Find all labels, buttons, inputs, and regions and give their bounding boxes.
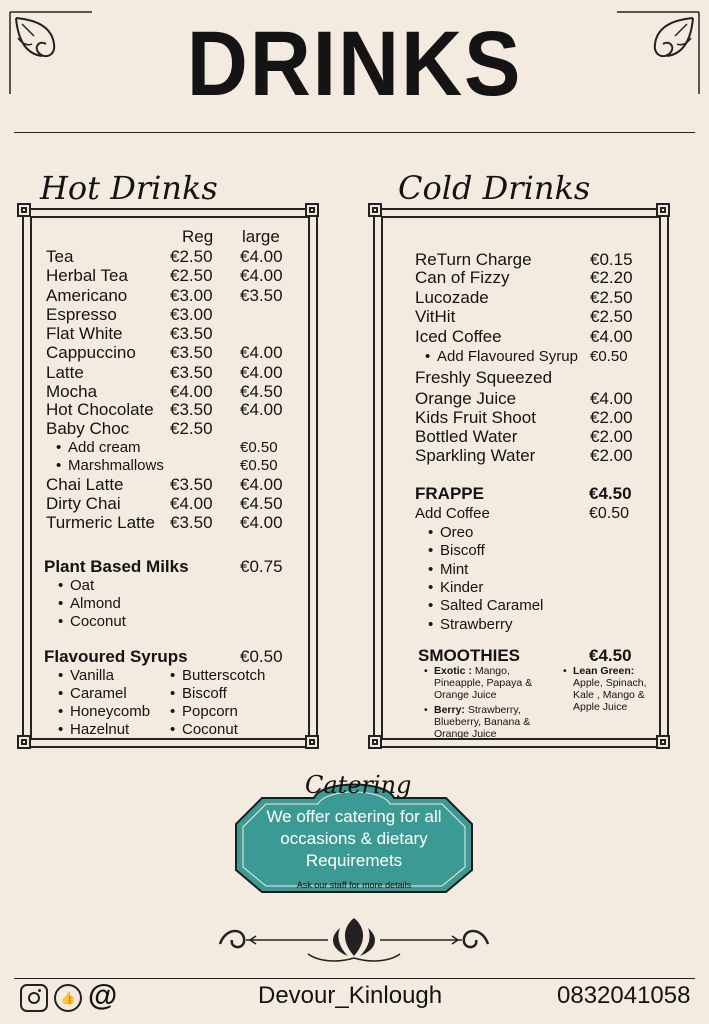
item-name: Herbal Tea (46, 266, 128, 285)
item-price-large: €4.00 (240, 513, 283, 532)
flourish-ornament (216, 914, 492, 972)
instagram-icon[interactable] (20, 984, 48, 1012)
item-name: Can of Fizzy (415, 268, 510, 287)
item-name: VitHit (415, 307, 456, 326)
item-price-large: €3.50 (240, 286, 283, 305)
item-name: Flat White (46, 324, 123, 343)
item-name: Chai Latte (46, 475, 124, 494)
item-name: ReTurn Charge (415, 250, 532, 269)
item-name: Sparkling Water (415, 446, 536, 465)
smoothie-exotic: • Exotic : Mango, Pineapple, Papaya & Orange Juice (424, 665, 533, 701)
item-price-large: €4.00 (240, 247, 283, 266)
frame-corner (305, 203, 319, 217)
item-price-large: €4.50 (240, 382, 283, 401)
item-price: €4.00 (590, 389, 633, 408)
item-name: Lucozade (415, 288, 489, 307)
item-price-reg: €3.50 (170, 324, 213, 343)
item-name: Cappuccino (46, 343, 136, 362)
item-name: Espresso (46, 305, 117, 324)
item-name: • Add Flavoured Syrup (437, 347, 578, 366)
frappe-heading: FRAPPE (415, 484, 484, 503)
flavour-name: • Mint (440, 560, 468, 579)
smoothies-heading: SMOOTHIES (418, 646, 521, 665)
email-at-icon[interactable]: @ (88, 979, 118, 1012)
item-price-reg: €2.50 (170, 419, 213, 438)
option-name: • Almond (70, 594, 121, 613)
corner-ornament-right (615, 10, 701, 96)
corner-ornament-left (8, 10, 94, 96)
item-price-large: €4.50 (240, 494, 283, 513)
option-name: • Caramel (70, 684, 127, 703)
syrups-price: €0.50 (240, 647, 283, 666)
option-name: • Popcorn (182, 702, 238, 721)
frame-corner (368, 203, 382, 217)
item-name: Kids Fruit Shoot (415, 408, 536, 427)
item-name: • Marshmallows (68, 456, 164, 475)
option-name: • Coconut (182, 720, 238, 739)
item-name: Dirty Chai (46, 494, 121, 513)
item-price-reg: €3.00 (170, 286, 213, 305)
item-price-reg: €4.00 (170, 494, 213, 513)
catering-message: We offer catering for all occasions & dietary Requiremets (266, 807, 442, 870)
phone-number: 0832041058 (557, 982, 691, 1009)
frappe-add-coffee: Add Coffee (415, 505, 490, 522)
frappe-add-coffee-price: €0.50 (589, 505, 630, 522)
option-name: • Oat (70, 576, 94, 595)
smoothies-price: €4.50 (589, 646, 632, 665)
option-name: • Coconut (70, 612, 126, 631)
catering-note: Ask our staff for more details (296, 880, 412, 890)
item-name: Baby Choc (46, 419, 130, 438)
item-price-reg: €3.50 (170, 513, 213, 532)
title-divider (14, 132, 695, 133)
option-name: • Honeycomb (70, 702, 150, 721)
flavour-name: • Oreo (440, 523, 473, 542)
item-name: • Add cream (68, 438, 141, 457)
item-name: Orange Juice (415, 389, 517, 408)
frame-corner (17, 203, 31, 217)
option-name: • Vanilla (70, 666, 114, 685)
plant-milks-heading: Plant Based Milks (44, 557, 189, 576)
frame-corner (656, 735, 670, 749)
item-price: €2.00 (590, 408, 633, 427)
item-price-reg: €3.00 (170, 305, 213, 324)
col-large-header: large (242, 227, 280, 246)
flavour-name: • Biscoff (440, 541, 485, 560)
smoothie-berry: • Berry: Strawberry, Blueberry, Banana & Orange Juice (424, 704, 531, 740)
item-price-large: €4.00 (240, 475, 283, 494)
item-price-large: €4.00 (240, 343, 283, 362)
item-name: Freshly Squeezed (415, 368, 553, 387)
item-name: Latte (46, 363, 84, 382)
item-price-large: €4.00 (240, 363, 283, 382)
facebook-like-icon[interactable]: 👍 (54, 984, 82, 1012)
item-name: Mocha (46, 382, 98, 401)
item-name: Americano (46, 286, 128, 305)
item-price-reg: €3.50 (170, 363, 213, 382)
col-reg-header: Reg (182, 227, 214, 246)
item-price: €0.50 (590, 348, 628, 365)
item-name: Iced Coffee (415, 327, 502, 346)
item-name: Tea (46, 247, 74, 266)
item-price-large: €0.50 (240, 439, 278, 456)
item-price: €2.20 (590, 268, 633, 287)
page-title: DRINKS (186, 13, 523, 115)
item-price: €2.50 (590, 307, 633, 326)
item-name: Hot Chocolate (46, 400, 154, 419)
plant-milks-price: €0.75 (240, 557, 283, 576)
item-price-reg: €2.50 (170, 266, 213, 285)
item-price-reg: €2.50 (170, 247, 213, 266)
frame-corner (656, 203, 670, 217)
flavour-name: • Kinder (440, 578, 483, 597)
frame-corner (305, 735, 319, 749)
frappe-price: €4.50 (589, 484, 632, 503)
item-price-large: €4.00 (240, 266, 283, 285)
option-name: • Biscoff (182, 684, 227, 703)
item-price-large: €4.00 (240, 400, 283, 419)
cold-drinks-heading: Cold Drinks (398, 169, 591, 207)
flavour-name: • Salted Caramel (440, 596, 543, 615)
frame-corner (368, 735, 382, 749)
item-price: €2.00 (590, 446, 633, 465)
item-price-large: €0.50 (240, 457, 278, 474)
item-name: Turmeric Latte (46, 513, 155, 532)
item-price: €2.50 (590, 288, 633, 307)
item-price: €2.00 (590, 427, 633, 446)
syrups-heading: Flavoured Syrups (44, 647, 188, 666)
item-price-reg: €3.50 (170, 400, 213, 419)
item-price-reg: €4.00 (170, 382, 213, 401)
smoothie-lean-green: • Lean Green: Apple, Spinach, Kale , Mango & Apple Juice (563, 665, 647, 713)
frame-corner (17, 735, 31, 749)
item-price-reg: €3.50 (170, 343, 213, 362)
option-name: • Hazelnut (70, 720, 129, 739)
flavour-name: • Strawberry (440, 615, 513, 634)
item-price: €4.00 (590, 327, 633, 346)
catering-title: Catering (305, 771, 412, 799)
option-name: • Butterscotch (182, 666, 265, 685)
item-price: €0.15 (590, 250, 633, 269)
social-handle: Devour_Kinlough (258, 982, 443, 1009)
hot-drinks-heading: Hot Drinks (40, 169, 218, 207)
item-price-reg: €3.50 (170, 475, 213, 494)
item-name: Bottled Water (415, 427, 518, 446)
